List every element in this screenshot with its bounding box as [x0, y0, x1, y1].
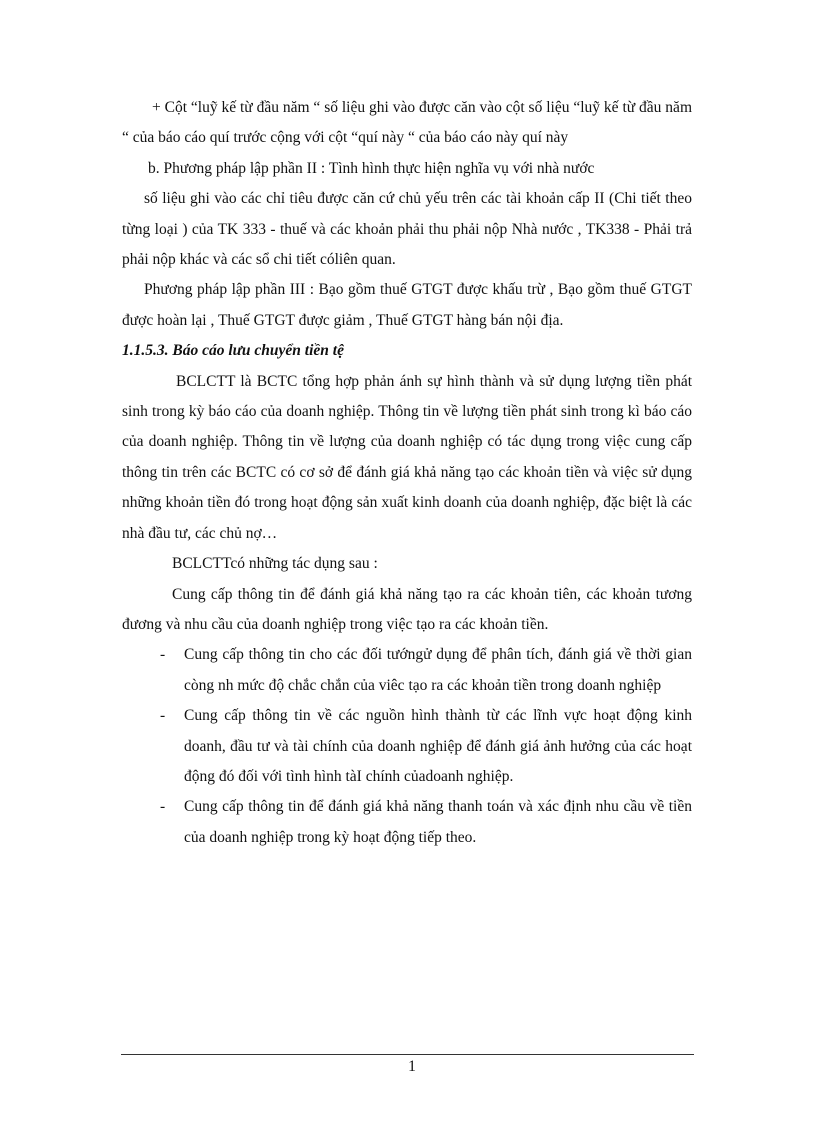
bullet-list [122, 640, 692, 853]
paragraph-bclctt-uses-intro: BCLCTTcó những tác dụng sau : [172, 555, 378, 573]
bullet-item [122, 701, 692, 792]
bullet-item [122, 792, 692, 853]
paragraph-phan-ii-title: b. Phương pháp lập phần II : Tình hình thực hiện nghĩa vụ với nhà nước [148, 159, 595, 177]
paragraph-phan-iii: Phương pháp lập phần III : Bạo gồm thuế GTGT được khấu trừ , Bạo gồm thuế GTGT được hoàn lại , Thuế GTGT được giảm , Thuế GTGT hàng bán nội địa. [122, 281, 692, 329]
paragraph-luy-ke: + Cột “luỹ kế từ đầu năm “ số liệu ghi vào được căn vào cột số liệu “luỹ kế từ đầu năm “ của báo cáo quí trước cộng với cột “quí này “ của báo cáo này quí này [122, 99, 692, 147]
bullet-text: Cung cấp thông tin cho các đối tướngử dụng để phân tích, đánh giá về thời gian còng nh mức độ chắc chắn của viêc tạo ra các khoản tiền trong doanh nghiệp [184, 646, 692, 694]
page-number: 1 [408, 1058, 416, 1075]
bullet-item [122, 640, 692, 701]
paragraph-bclctt-definition: BCLCTT là BCTC tổng hợp phản ánh sự hình thành và sử dụng lượng tiền phát sinh trong kỳ báo cáo của doanh nghiệp. Thông tin về lượng tiền phát sinh trong kì báo cáo của doanh nghiệp. Thông tin về lượng của doanh nghiệp có tác dụng trong việc cung cấp thông tin trên các BCTC có cơ sở để đánh giá khả năng tạo các khoản tiền và việc sử dụng những khoản tiền đó trong hoạt động sản xuất kinh doanh của doanh nghiệp, đặc biệt là các nhà đầu tư, các chủ nợ… [122, 372, 692, 542]
bullet-dash: - [160, 707, 166, 725]
footer-divider [121, 1054, 694, 1055]
bullet-dash: - [160, 646, 166, 664]
bullet-dash: - [160, 798, 166, 816]
paragraph-phan-ii-body: số liệu ghi vào các chỉ tiêu được căn cứ chủ yếu trên các tài khoản cấp II (Chi tiết theo từng loại ) của TK 333 - thuế và các khoản phải thu phải nộp Nhà nước , TK338 - Phải trả phải nộp khác và các sổ chi tiết cóliên quan. [122, 190, 692, 269]
bullet-text: Cung cấp thông tin để đánh giá khả năng thanh toán và xác định nhu cầu về tiền của doanh nghiệp trong kỳ hoạt động tiếp theo. [184, 798, 692, 846]
paragraph-cash-generation: Cung cấp thông tin để đánh giá khả năng tạo ra các khoản tiên, các khoản tương đương và nhu cầu của doanh nghiệp trong việc tạo ra các khoản tiền. [122, 585, 692, 633]
section-heading: 1.1.5.3. Báo cáo lưu chuyển tiền tệ [122, 342, 344, 360]
body-text [122, 93, 692, 853]
bullet-text: Cung cấp thông tin về các nguồn hình thành từ các lĩnh vực hoạt động kinh doanh, đầu tư và tài chính của doanh nghiệp để đánh giá ảnh hưởng của các hoạt động đó đối với tình hình tàI chính củadoanh nghiệp. [184, 707, 692, 785]
